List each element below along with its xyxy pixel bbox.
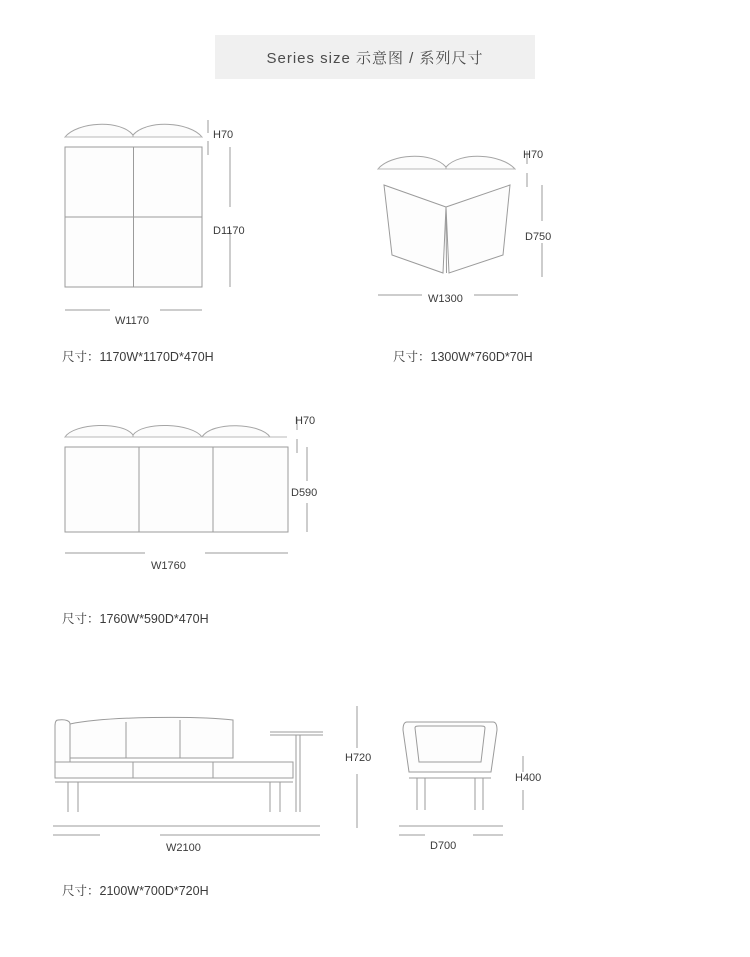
- three-seat-pad-width-label: W1760: [151, 560, 186, 572]
- sofa-with-table-drawing: [48, 700, 338, 850]
- armchair-height-label: H400: [515, 772, 542, 784]
- corner-module-width-label: W1300: [428, 293, 463, 305]
- diagram-sofa-with-table: [48, 700, 338, 854]
- sofa-with-table-caption: 尺寸：2100W*700D*720H: [62, 884, 209, 898]
- diagram-corner-module: [370, 145, 590, 335]
- corner-module-drawing: [370, 145, 590, 335]
- diagram-square-module: [55, 115, 295, 330]
- square-module-width-label: W1170: [115, 315, 150, 327]
- diagram-armchair-side: [395, 700, 575, 850]
- diagram-three-seat-pad: [55, 405, 345, 585]
- armchair-drawing: [395, 700, 575, 850]
- sofa-width-label: W2100: [166, 842, 201, 854]
- series-size-banner: [215, 35, 535, 79]
- page-title: Series size 示意图 / 系列尺寸: [266, 49, 484, 67]
- corner-module-caption: 尺寸：1300W*760D*70H: [393, 350, 533, 364]
- three-seat-pad-depth-label: D590: [291, 487, 318, 499]
- square-module-caption: 尺寸：1170W*1170D*470H: [62, 350, 214, 364]
- square-module-drawing: [55, 115, 295, 330]
- three-seat-pad-caption: 尺寸：1760W*590D*470H: [62, 612, 209, 626]
- square-module-depth-label: D1170: [213, 225, 245, 237]
- sofa-height-label: H720: [345, 752, 372, 764]
- sofa-height-dim-line: [345, 706, 372, 831]
- three-seat-pad-height-label: H70: [295, 415, 316, 427]
- sofa-height-dimension: [345, 706, 372, 831]
- armchair-depth-label: D700: [430, 840, 457, 852]
- corner-module-depth-label: D750: [525, 231, 552, 243]
- square-module-height-label: H70: [213, 129, 234, 141]
- corner-module-height-label: H70: [523, 149, 544, 161]
